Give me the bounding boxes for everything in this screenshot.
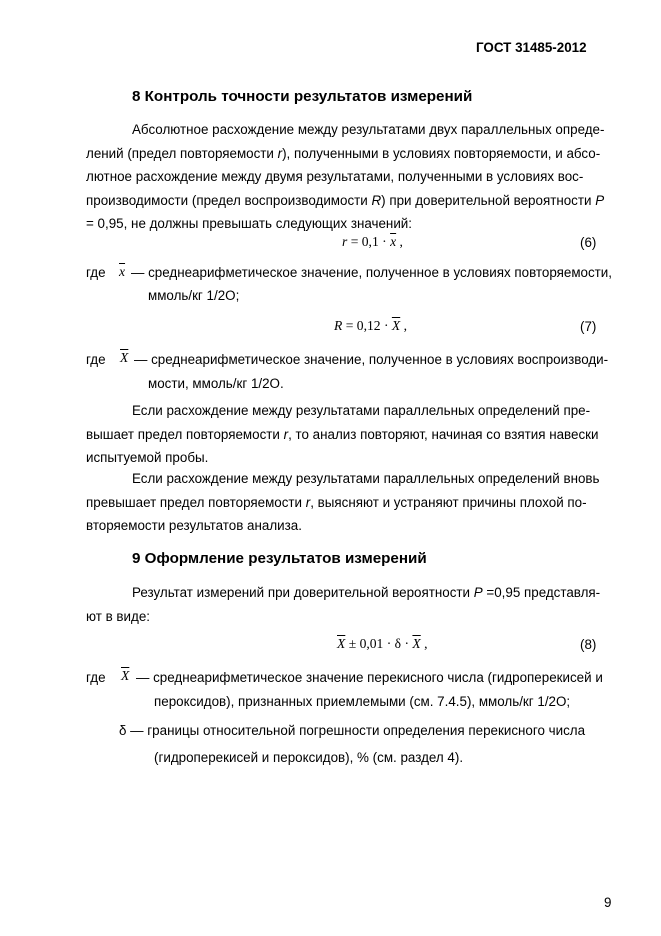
s9-intro-text-2: =0,95 представля-ют в виде: [86, 585, 601, 624]
section-8-intro-paragraph [86, 118, 614, 236]
intro-text-4: = 0,95, не должны превышать следующих значений: [86, 216, 413, 232]
where-6-text-1: — среднеарифметическое значение, полученное в условиях повторяемости, [131, 265, 613, 280]
eq7-lhs: R [334, 318, 343, 333]
var-R: R [371, 192, 382, 208]
eq6-eq: = 0,1 · [347, 234, 391, 249]
where-7-var: $\overline{X}$ [120, 350, 129, 365]
equation-7 [334, 318, 407, 334]
eq6-lhs: r [342, 234, 348, 249]
where-7-text-1: — среднеарифметическое значение, полученное в условиях воспроизводи- [134, 352, 609, 367]
eq7-tail: , [400, 318, 407, 333]
equation-7-number: (7) [580, 319, 597, 334]
eq6-var: $\overline{x}$ [390, 234, 397, 249]
where-7-text-2: мости, ммоль/кг 1/2О. [148, 376, 284, 391]
eq8-var-2: $\overline{X}$ [412, 636, 421, 651]
repeat-var-r: r [283, 426, 289, 442]
s9-var-P: P [473, 585, 483, 600]
delta-text-2: (гидроперекисей и пероксидов), % (см. раздел 4). [154, 750, 464, 765]
where-8-text-1: — среднеарифметическое значение перекисного числа (гидроперекисей и [136, 670, 603, 685]
eq7-var: $\overline{X}$ [391, 318, 401, 333]
intro-text-3: ) при доверительной вероятности [381, 192, 596, 208]
equation-8-number: (8) [580, 637, 597, 652]
where-7-label: где [86, 352, 106, 367]
document-code: ГОСТ 31485-2012 [476, 40, 587, 55]
where-6-text-2: ммоль/кг 1/2О; [148, 288, 240, 303]
eq8-mid: ± 0,01 · δ · [345, 636, 413, 651]
equation-6 [342, 234, 403, 250]
section-8-heading: 8 Контроль точности результатов измерений [132, 88, 473, 105]
where-6-label: где [86, 265, 106, 280]
exceed-again-paragraph [86, 467, 614, 538]
delta-text-1: δ — границы относительной погрешности определения перекисного числа [119, 723, 586, 738]
eq8-tail: , [420, 636, 428, 651]
where-8-label: где [86, 670, 106, 685]
var-P: P [595, 192, 605, 208]
repeat-analysis-paragraph [86, 399, 614, 470]
var-r: r [277, 145, 283, 161]
again-var-r: r [305, 494, 311, 510]
section-9-intro-paragraph [86, 581, 614, 628]
again-text-2: , выясняют и устраняют причины плохой по-вторяемости результатов анализа. [86, 494, 587, 534]
section-9-heading: 9 Оформление результатов измерений [132, 550, 427, 567]
repeat-text-2: , то анализ повторяют, начиная со взятия навески испытуемой пробы. [86, 426, 599, 466]
intro-text-1: Абсолютное расхождение между результатами двух параллельных опреде-лений (предел повторяемости [86, 122, 605, 161]
s9-intro-text-1: Результат измерений при доверительной вероятности [132, 585, 474, 600]
page-number: 9 [604, 895, 612, 910]
intro-text-2: ), полученными в условиях повторяемости, и абсо-лютное расхождение между двумя результатами, полученными в условиях вос-производимости (предел воспроизводимости [86, 145, 601, 208]
eq8-var-1: $\overline{X}$ [337, 636, 346, 651]
eq7-eq: = 0,12 · [342, 318, 392, 333]
repeat-text-1: Если расхождение между результатами параллельных определений пре-вышает предел повторяемости [86, 403, 591, 442]
where-8-text-2: пероксидов), признанных приемлемыми (см. 7.4.5), ммоль/кг 1/2О; [154, 694, 571, 709]
again-text-1: Если расхождение между результатами параллельных определений вновь превышает предел повторяемости [86, 471, 600, 510]
equation-6-number: (6) [580, 235, 597, 250]
where-8-var: $\overline{X}$ [121, 668, 130, 683]
equation-8 [337, 636, 428, 652]
eq6-tail: , [396, 234, 403, 249]
where-6-var: $\overline{x}$ [119, 264, 126, 279]
